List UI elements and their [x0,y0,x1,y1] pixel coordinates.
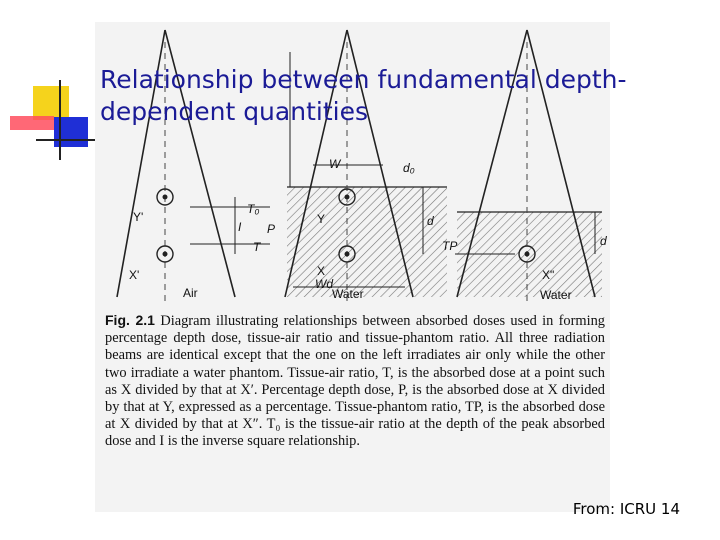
label-air: Air [183,286,198,300]
logo-red-bar [10,116,54,130]
label-tp: TP [442,239,458,253]
label-x-double-prime: X" [542,268,555,282]
label-i: I [238,220,242,234]
label-d-right: d [600,234,607,248]
source-credit: From: ICRU 14 [572,500,680,518]
label-wd: Wd [315,277,333,291]
figure-caption [105,312,605,451]
label-d-middle: d [427,214,434,228]
label-x: X [317,264,326,278]
figure-number: Fig. 2.1 [105,312,155,328]
label-water-right: Water [540,288,572,302]
slide-title [100,64,640,128]
label-w: W [329,157,341,171]
decorative-logo [0,0,110,170]
label-t0: T₀ [247,202,260,216]
label-y: Y [317,212,326,226]
label-x-prime: X' [129,268,140,282]
label-p: P [267,222,276,236]
title-line-1: Relationship between fundamental depth- [100,65,627,94]
label-d0: d₀ [403,161,415,175]
label-water-middle: Water [332,287,364,301]
label-y-prime: Y' [133,210,144,224]
label-t: T [253,240,261,254]
caption-text: Diagram illustrating relationships between absorbed doses used in forming percentage depth dose, tissue-air ratio and tissue-phantom ratio. All three radiation beams are identical except that the one on the left irradiates air only while the other two irradiate a water phantom. Tissue-air ratio, T, is the absorbed dose at a point such as X divided by that at X′. Percentage depth dose, P, is the absorbed dose at X divided by that at Y, expressed as a percentage. Tissue-phantom ratio, TP, is the absorbed dose at X divided by that at X″. T₀ is the tissue-air ratio at the depth of the peak absorbed dose and I is the inverse square relationship. [105,313,606,450]
title-line-2: dependent quantities [100,97,368,126]
logo-yellow-square [33,86,69,120]
